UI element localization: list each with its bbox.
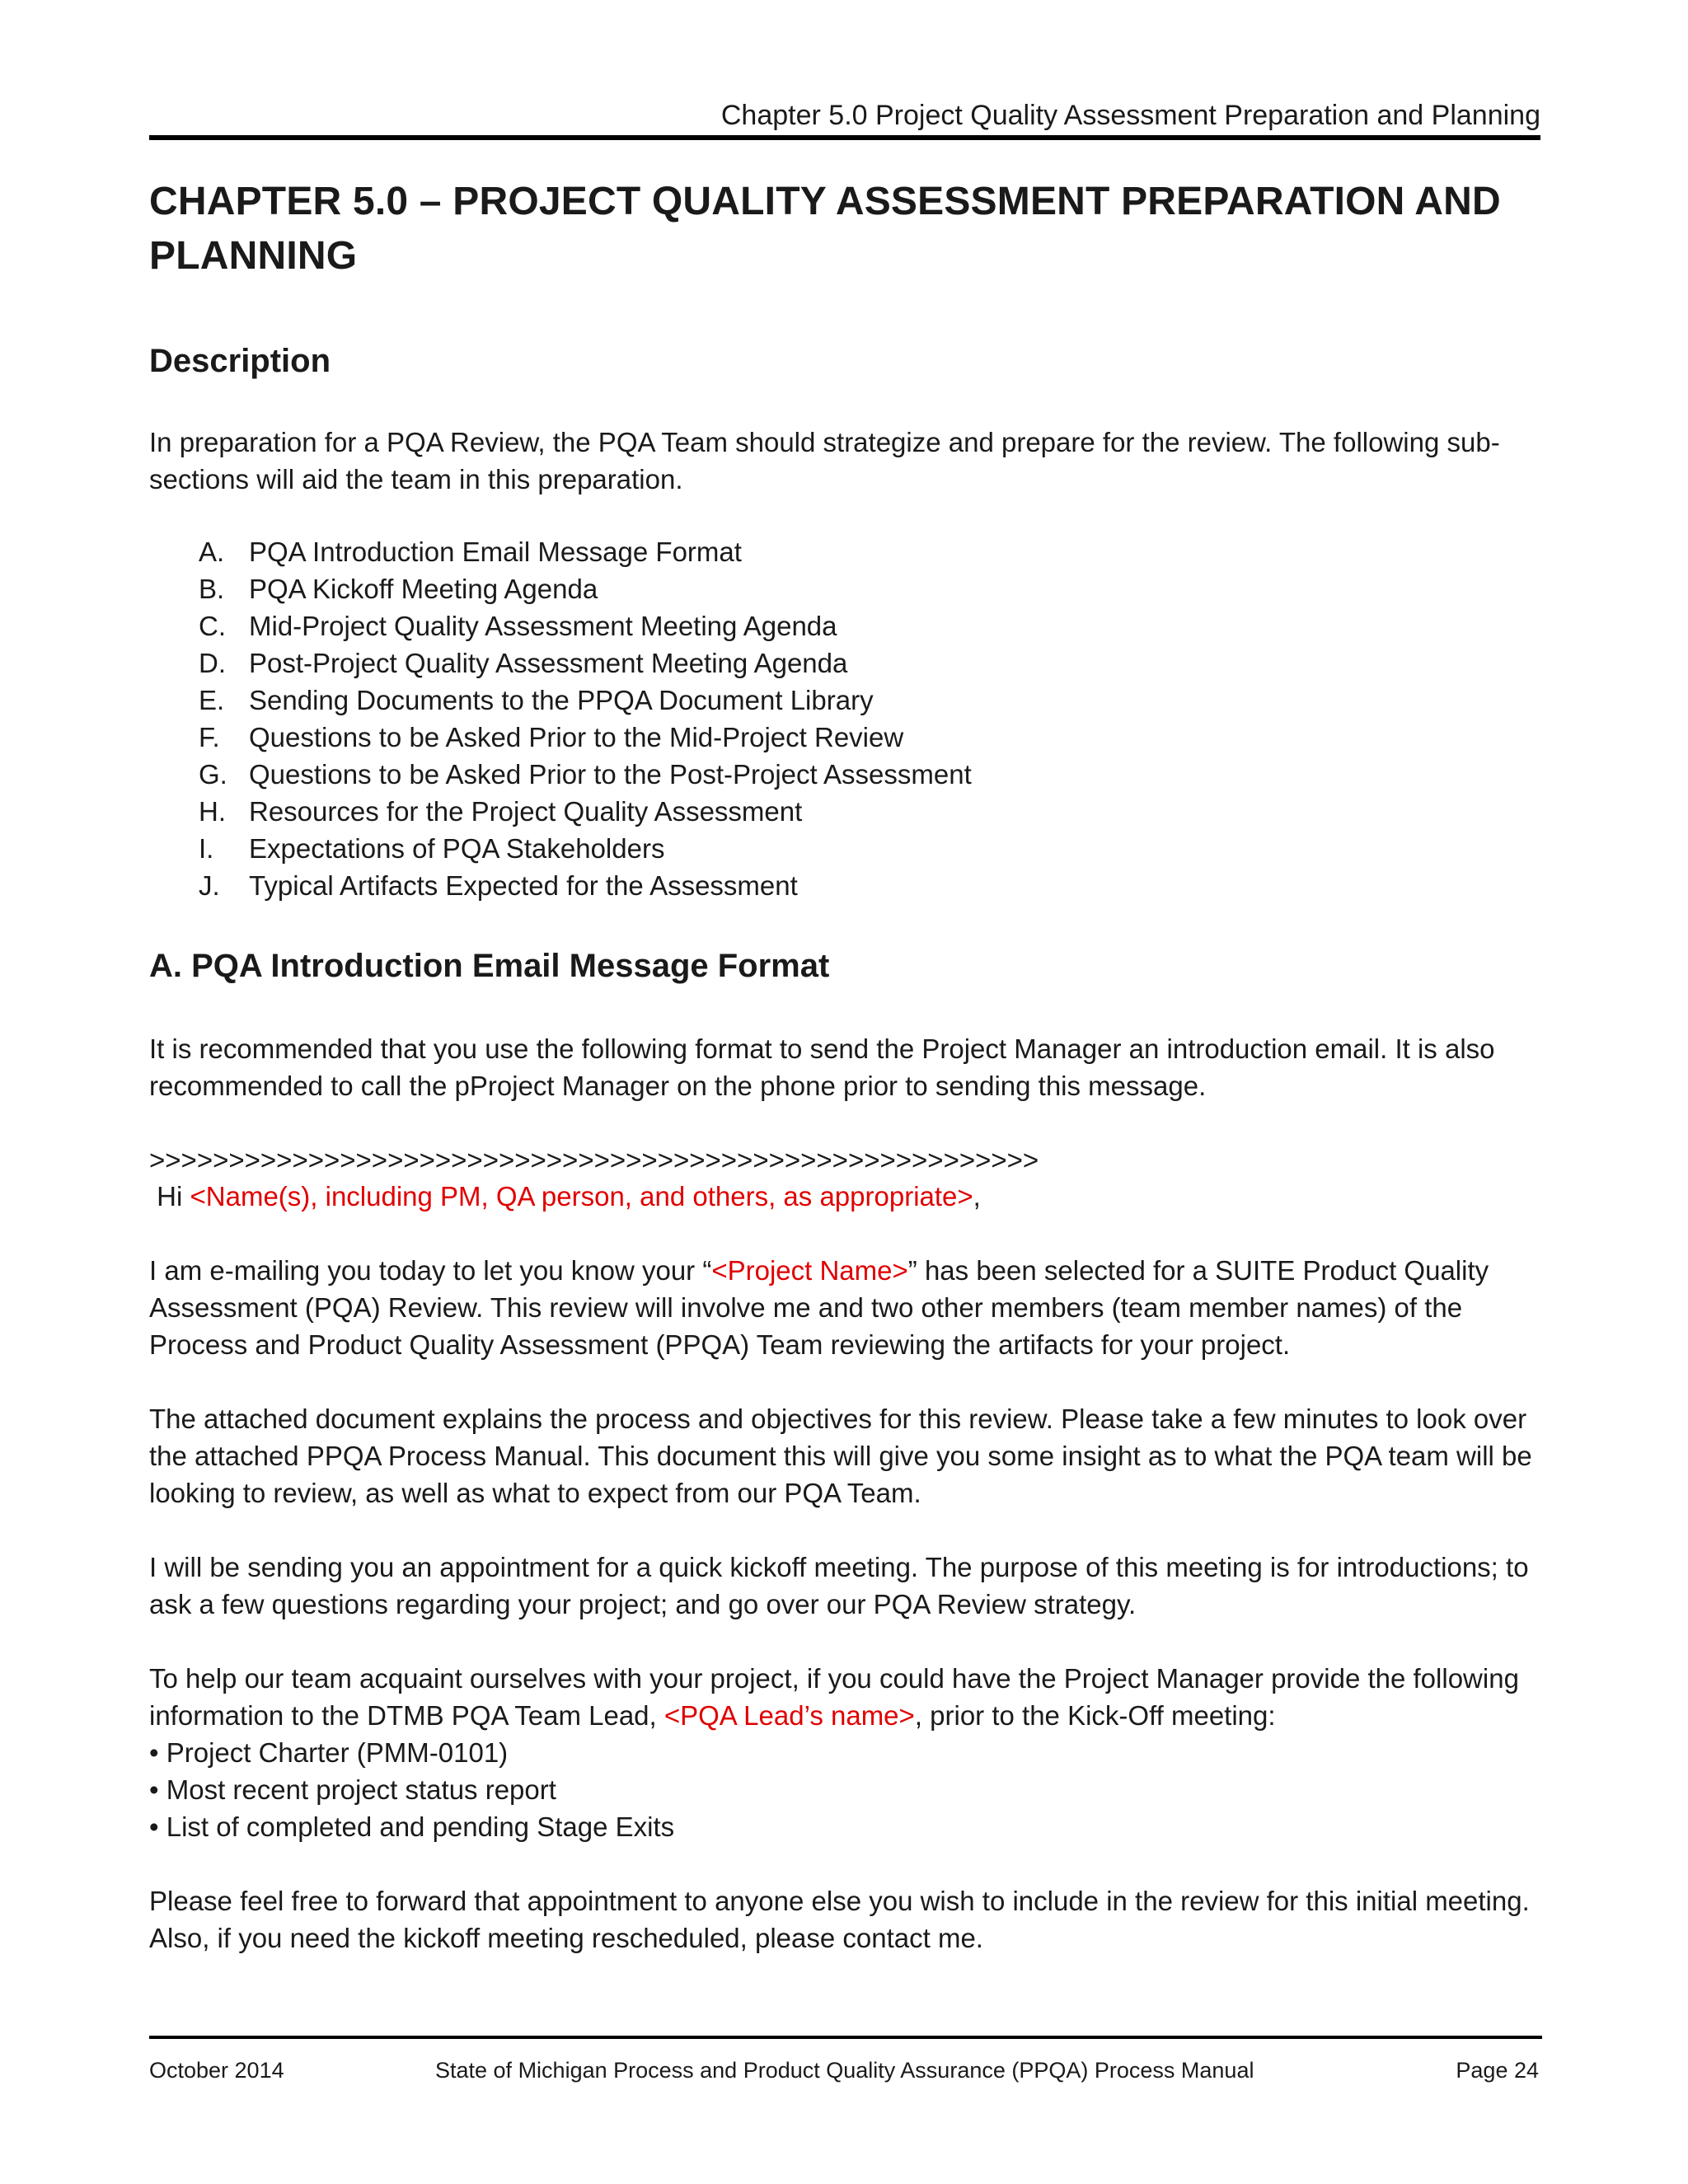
section-a-intro: It is recommended that you use the following format to send the Project Manager an introduction email. It is also recommended to call the pProject Manager on the phone prior to sending this message. — [149, 1033, 1495, 1101]
chapter-title: CHAPTER 5.0 – PROJECT QUALITY ASSESSMENT PREPARATION AND PLANNING — [149, 180, 1501, 278]
list-item — [149, 607, 972, 644]
paragraph-text: To help our team acquaint ourselves with your project, if you could have the Project Manager provide the following information to the DTMB PQA Team Lead, — [149, 1663, 1519, 1731]
list-item-label: Mid-Project Quality Assessment Meeting Agenda — [249, 611, 837, 641]
list-item-letter: J. — [199, 870, 220, 901]
list-item-letter: C. — [199, 611, 226, 641]
email-paragraph-2: The attached document explains the process and objectives for this review. Please take a few minutes to look over the attached PPQA Process Manual. This document this will give you some insight as to what the PQA team will be looking to review, as well as what to expect from our PQA Team. — [149, 1404, 1532, 1508]
list-item-label: PQA Kickoff Meeting Agenda — [249, 574, 598, 604]
list-item — [149, 793, 972, 830]
list-item-label: Post-Project Quality Assessment Meeting Agenda — [249, 648, 848, 678]
greeting-prefix: Hi — [149, 1181, 190, 1212]
list-item — [149, 830, 972, 867]
email-paragraph-4 — [149, 1660, 1542, 1845]
list-item-letter: G. — [199, 759, 227, 790]
list-item-label: Sending Documents to the PPQA Document Library — [249, 685, 874, 715]
footer-date: October 2014 — [149, 2058, 284, 2083]
list-item-letter: D. — [199, 648, 226, 678]
email-greeting — [149, 1178, 1542, 1215]
paragraph-text: I am e-mailing you today to let you know your “ — [149, 1255, 712, 1286]
list-item-label: Questions to be Asked Prior to the Post-Project Assessment — [249, 759, 972, 790]
list-item — [149, 682, 972, 719]
list-item — [149, 719, 972, 756]
list-item-label: Questions to be Asked Prior to the Mid-Project Review — [249, 722, 904, 752]
paragraph-text: ” has been selected for a SUITE Product Quality Assessment (PQA) Review. This review will involve me and two other members (team member names) of the Process and Product Quality Assessment (PPQA) Team reviewing the artifacts for your project. — [149, 1255, 1489, 1360]
list-item: • List of completed and pending Stage Exits — [149, 1811, 675, 1842]
list-item — [149, 570, 972, 607]
list-item-letter: H. — [199, 796, 226, 827]
paragraph-text: , prior to the Kick-Off meeting: — [914, 1700, 1276, 1731]
list-item-letter: A. — [199, 537, 225, 567]
description-text: In preparation for a PQA Review, the PQA Team should strategize and prepare for the review. The following sub-sections will aid the team in this preparation. — [149, 427, 1500, 494]
list-item — [149, 867, 972, 904]
list-item-letter: I. — [199, 833, 214, 864]
email-separator: >>>>>>>>>>>>>>>>>>>>>>>>>>>>>>>>>>>>>>>>>>>>>>>>>>>>>>>> — [149, 1145, 1039, 1175]
footer-divider — [149, 2036, 1542, 2039]
list-item — [149, 533, 972, 570]
description-heading: Description — [149, 343, 331, 379]
project-name-placeholder: <Project Name> — [711, 1255, 908, 1286]
requested-info-list — [149, 1734, 1542, 1845]
name-placeholder: <Name(s), including PM, QA person, and others, as appropriate> — [190, 1181, 973, 1212]
list-item-letter: E. — [199, 685, 225, 715]
list-item-label: Resources for the Project Quality Assessment — [249, 796, 803, 827]
pqa-lead-placeholder: <PQA Lead’s name> — [663, 1700, 915, 1731]
list-item-label: PQA Introduction Email Message Format — [249, 537, 742, 567]
greeting-suffix: , — [973, 1181, 981, 1212]
list-item: • Most recent project status report — [149, 1774, 556, 1805]
email-paragraph-5: Please feel free to forward that appointment to anyone else you wish to include in the review for this initial meeting. Also, if you need the kickoff meeting rescheduled, please contact me. — [149, 1886, 1530, 1953]
page-number: Page 24 — [1456, 2058, 1539, 2083]
list-item: • Project Charter (PMM-0101) — [149, 1737, 509, 1768]
list-item — [149, 756, 972, 793]
email-paragraph-1 — [149, 1252, 1542, 1363]
section-a-heading: A. PQA Introduction Email Message Format — [149, 948, 830, 984]
list-item — [149, 644, 972, 682]
list-item-label: Expectations of PQA Stakeholders — [249, 833, 665, 864]
running-header: Chapter 5.0 Project Quality Assessment Preparation and Planning — [720, 100, 1540, 131]
list-item-label: Typical Artifacts Expected for the Assessment — [249, 870, 798, 901]
footer-title: State of Michigan Process and Product Quality Assurance (PPQA) Process Manual — [435, 2058, 1254, 2083]
subsection-list — [149, 533, 972, 904]
email-paragraph-3: I will be sending you an appointment for a quick kickoff meeting. The purpose of this meeting is for introductions; to ask a few questions regarding your project; and go over our PQA Review strategy. — [149, 1552, 1529, 1619]
list-item-letter: B. — [199, 574, 225, 604]
header-divider — [149, 135, 1540, 140]
list-item-letter: F. — [199, 722, 220, 752]
